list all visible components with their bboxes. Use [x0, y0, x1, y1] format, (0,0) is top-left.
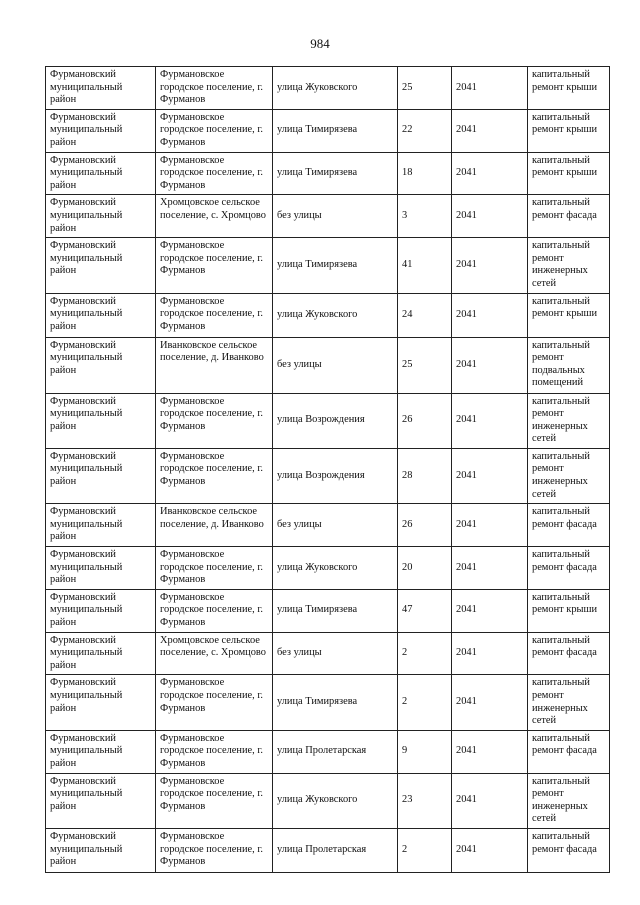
cell-street: улица Пролетарская [273, 828, 398, 872]
cell-street: улица Жуковского [273, 773, 398, 828]
cell-work-type: капитальный ремонт фасада [528, 730, 610, 773]
cell-district: Фурмановский муниципальный район [46, 293, 156, 337]
cell-street: улица Возрождения [273, 393, 398, 448]
cell-house-number: 20 [398, 547, 452, 590]
cell-work-type: капитальный ремонт инженерных сетей [528, 238, 610, 293]
cell-house-number: 26 [398, 393, 452, 448]
cell-planned-year: 2041 [452, 675, 528, 730]
cell-street: без улицы [273, 632, 398, 675]
cell-house-number: 9 [398, 730, 452, 773]
cell-district: Фурмановский муниципальный район [46, 675, 156, 730]
cell-house-number: 2 [398, 632, 452, 675]
cell-planned-year: 2041 [452, 238, 528, 293]
cell-settlement: Фурмановское городское поселение, г. Фурманов [156, 589, 273, 632]
cell-work-type: капитальный ремонт крыши [528, 67, 610, 110]
cell-settlement: Иванковское сельское поселение, д. Иванково [156, 337, 273, 393]
cell-street: улица Жуковского [273, 67, 398, 110]
cell-work-type: капитальный ремонт фасада [528, 547, 610, 590]
table-row [46, 589, 610, 632]
cell-settlement: Фурмановское городское поселение, г. Фурманов [156, 293, 273, 337]
cell-settlement: Хромцовское сельское поселение, с. Хромцово [156, 195, 273, 238]
cell-settlement: Фурмановское городское поселение, г. Фурманов [156, 109, 273, 152]
cell-district: Фурмановский муниципальный район [46, 589, 156, 632]
table-row [46, 337, 610, 393]
cell-house-number: 24 [398, 293, 452, 337]
cell-settlement: Фурмановское городское поселение, г. Фурманов [156, 152, 273, 195]
table-row [46, 773, 610, 828]
cell-planned-year: 2041 [452, 393, 528, 448]
cell-house-number: 47 [398, 589, 452, 632]
table-row [46, 109, 610, 152]
cell-street: улица Пролетарская [273, 730, 398, 773]
cell-street: без улицы [273, 504, 398, 547]
cell-planned-year: 2041 [452, 589, 528, 632]
cell-house-number: 25 [398, 67, 452, 110]
cell-planned-year: 2041 [452, 504, 528, 547]
cell-street: улица Тимирязева [273, 675, 398, 730]
cell-district: Фурмановский муниципальный район [46, 632, 156, 675]
cell-settlement: Иванковское сельское поселение, д. Иванково [156, 504, 273, 547]
table-row [46, 730, 610, 773]
cell-work-type: капитальный ремонт инженерных сетей [528, 393, 610, 448]
cell-planned-year: 2041 [452, 109, 528, 152]
cell-street: улица Тимирязева [273, 238, 398, 293]
cell-planned-year: 2041 [452, 632, 528, 675]
cell-street: улица Жуковского [273, 547, 398, 590]
table-body [46, 67, 610, 873]
cell-planned-year: 2041 [452, 547, 528, 590]
cell-district: Фурмановский муниципальный район [46, 152, 156, 195]
cell-work-type: капитальный ремонт подвальных помещений [528, 337, 610, 393]
cell-planned-year: 2041 [452, 773, 528, 828]
cell-district: Фурмановский муниципальный район [46, 773, 156, 828]
cell-settlement: Фурмановское городское поселение, г. Фурманов [156, 675, 273, 730]
table-row [46, 238, 610, 293]
table-row [46, 675, 610, 730]
cell-district: Фурмановский муниципальный район [46, 547, 156, 590]
cell-district: Фурмановский муниципальный район [46, 730, 156, 773]
cell-settlement: Фурмановское городское поселение, г. Фурманов [156, 238, 273, 293]
cell-work-type: капитальный ремонт фасада [528, 632, 610, 675]
cell-house-number: 25 [398, 337, 452, 393]
cell-planned-year: 2041 [452, 730, 528, 773]
cell-work-type: капитальный ремонт крыши [528, 109, 610, 152]
cell-street: без улицы [273, 337, 398, 393]
table-row [46, 504, 610, 547]
cell-work-type: капитальный ремонт инженерных сетей [528, 773, 610, 828]
cell-house-number: 23 [398, 773, 452, 828]
cell-street: улица Жуковского [273, 293, 398, 337]
cell-district: Фурмановский муниципальный район [46, 828, 156, 872]
cell-district: Фурмановский муниципальный район [46, 504, 156, 547]
cell-settlement: Фурмановское городское поселение, г. Фурманов [156, 773, 273, 828]
cell-district: Фурмановский муниципальный район [46, 109, 156, 152]
cell-district: Фурмановский муниципальный район [46, 238, 156, 293]
cell-district: Фурмановский муниципальный район [46, 195, 156, 238]
cell-settlement: Хромцовское сельское поселение, с. Хромцово [156, 632, 273, 675]
cell-house-number: 3 [398, 195, 452, 238]
cell-planned-year: 2041 [452, 67, 528, 110]
cell-street: улица Тимирязева [273, 152, 398, 195]
cell-street: без улицы [273, 195, 398, 238]
cell-district: Фурмановский муниципальный район [46, 393, 156, 448]
cell-house-number: 41 [398, 238, 452, 293]
cell-house-number: 18 [398, 152, 452, 195]
cell-planned-year: 2041 [452, 195, 528, 238]
table-row [46, 67, 610, 110]
cell-house-number: 2 [398, 675, 452, 730]
cell-work-type: капитальный ремонт фасада [528, 504, 610, 547]
cell-settlement: Фурмановское городское поселение, г. Фурманов [156, 393, 273, 448]
cell-district: Фурмановский муниципальный район [46, 448, 156, 503]
cell-settlement: Фурмановское городское поселение, г. Фурманов [156, 547, 273, 590]
table-row [46, 393, 610, 448]
cell-settlement: Фурмановское городское поселение, г. Фурманов [156, 67, 273, 110]
cell-planned-year: 2041 [452, 152, 528, 195]
cell-work-type: капитальный ремонт крыши [528, 152, 610, 195]
cell-settlement: Фурмановское городское поселение, г. Фурманов [156, 448, 273, 503]
cell-work-type: капитальный ремонт крыши [528, 589, 610, 632]
cell-house-number: 2 [398, 828, 452, 872]
cell-work-type: капитальный ремонт крыши [528, 293, 610, 337]
cell-planned-year: 2041 [452, 293, 528, 337]
cell-settlement: Фурмановское городское поселение, г. Фурманов [156, 730, 273, 773]
table-row [46, 152, 610, 195]
cell-house-number: 26 [398, 504, 452, 547]
table-row [46, 448, 610, 503]
cell-work-type: капитальный ремонт фасада [528, 828, 610, 872]
cell-house-number: 22 [398, 109, 452, 152]
table-row [46, 195, 610, 238]
cell-work-type: капитальный ремонт инженерных сетей [528, 675, 610, 730]
cell-district: Фурмановский муниципальный район [46, 337, 156, 393]
cell-planned-year: 2041 [452, 448, 528, 503]
cell-street: улица Тимирязева [273, 589, 398, 632]
cell-house-number: 28 [398, 448, 452, 503]
page-number: 984 [310, 36, 330, 51]
cell-settlement: Фурмановское городское поселение, г. Фурманов [156, 828, 273, 872]
cell-street: улица Тимирязева [273, 109, 398, 152]
table-row [46, 293, 610, 337]
cell-street: улица Возрождения [273, 448, 398, 503]
cell-planned-year: 2041 [452, 337, 528, 393]
cell-planned-year: 2041 [452, 828, 528, 872]
table-row [46, 632, 610, 675]
table-row [46, 547, 610, 590]
cell-work-type: капитальный ремонт фасада [528, 195, 610, 238]
table-row [46, 828, 610, 872]
cell-district: Фурмановский муниципальный район [46, 67, 156, 110]
housing-repair-table [45, 66, 610, 873]
cell-work-type: капитальный ремонт инженерных сетей [528, 448, 610, 503]
